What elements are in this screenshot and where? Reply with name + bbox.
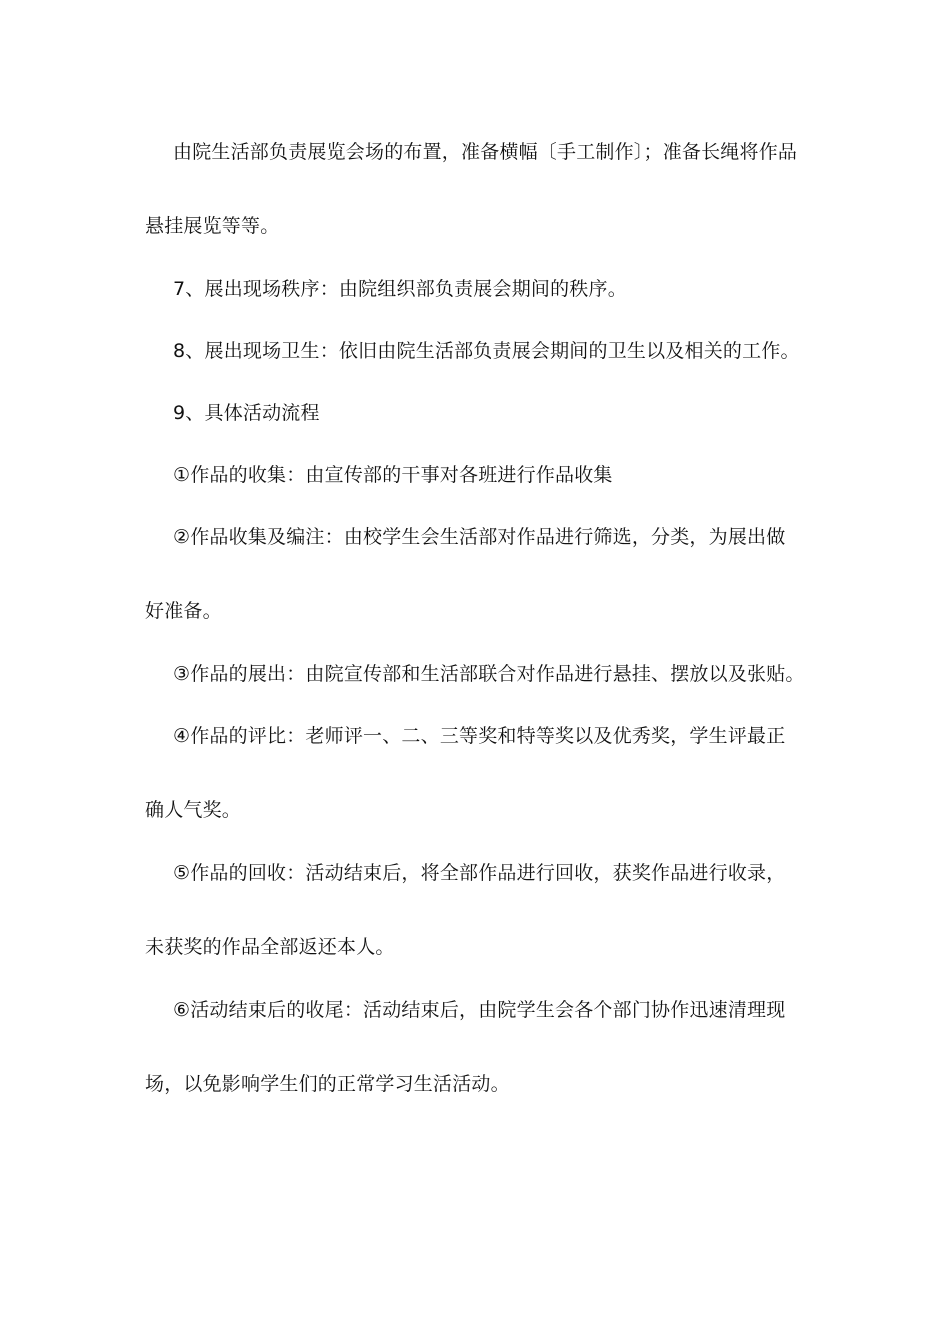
paragraph-line: ⑥活动结束后的收尾：活动结束后，由院学生会各个部门协作迅速清理现 bbox=[173, 999, 786, 1021]
paragraph-line: 场，以免影响学生们的正常学习生活活动。 bbox=[145, 1073, 510, 1095]
paragraph-line: 好准备。 bbox=[145, 600, 222, 622]
paragraph-line: 由院生活部负责展览会场的布置，准备横幅〔手工制作〕；准备长绳将作品 bbox=[173, 141, 798, 163]
paragraph-line: ④作品的评比：老师评一、二、三等奖和特等奖以及优秀奖，学生评最正 bbox=[173, 725, 786, 747]
paragraph-line: 9、具体活动流程 bbox=[173, 402, 320, 424]
paragraph-line: 7、展出现场秩序：由院组织部负责展会期间的秩序。 bbox=[173, 278, 627, 300]
paragraph-line: 确人气奖。 bbox=[145, 799, 242, 821]
paragraph-line: ①作品的收集：由宣传部的干事对各班进行作品收集 bbox=[173, 464, 613, 486]
paragraph-line: 悬挂展览等等。 bbox=[145, 215, 280, 237]
paragraph-line: ③作品的展出：由院宣传部和生活部联合对作品进行悬挂、摆放以及张贴。 bbox=[173, 663, 805, 685]
paragraph-line: ⑤作品的回收：活动结束后，将全部作品进行回收，获奖作品进行收录， bbox=[173, 862, 786, 884]
paragraph-line: 8、展出现场卫生：依旧由院生活部负责展会期间的卫生以及相关的工作。 bbox=[173, 340, 800, 362]
paragraph-line: 未获奖的作品全部返还本人。 bbox=[145, 936, 395, 958]
paragraph-line: ②作品收集及编注：由校学生会生活部对作品进行筛选，分类，为展出做 bbox=[173, 526, 786, 548]
